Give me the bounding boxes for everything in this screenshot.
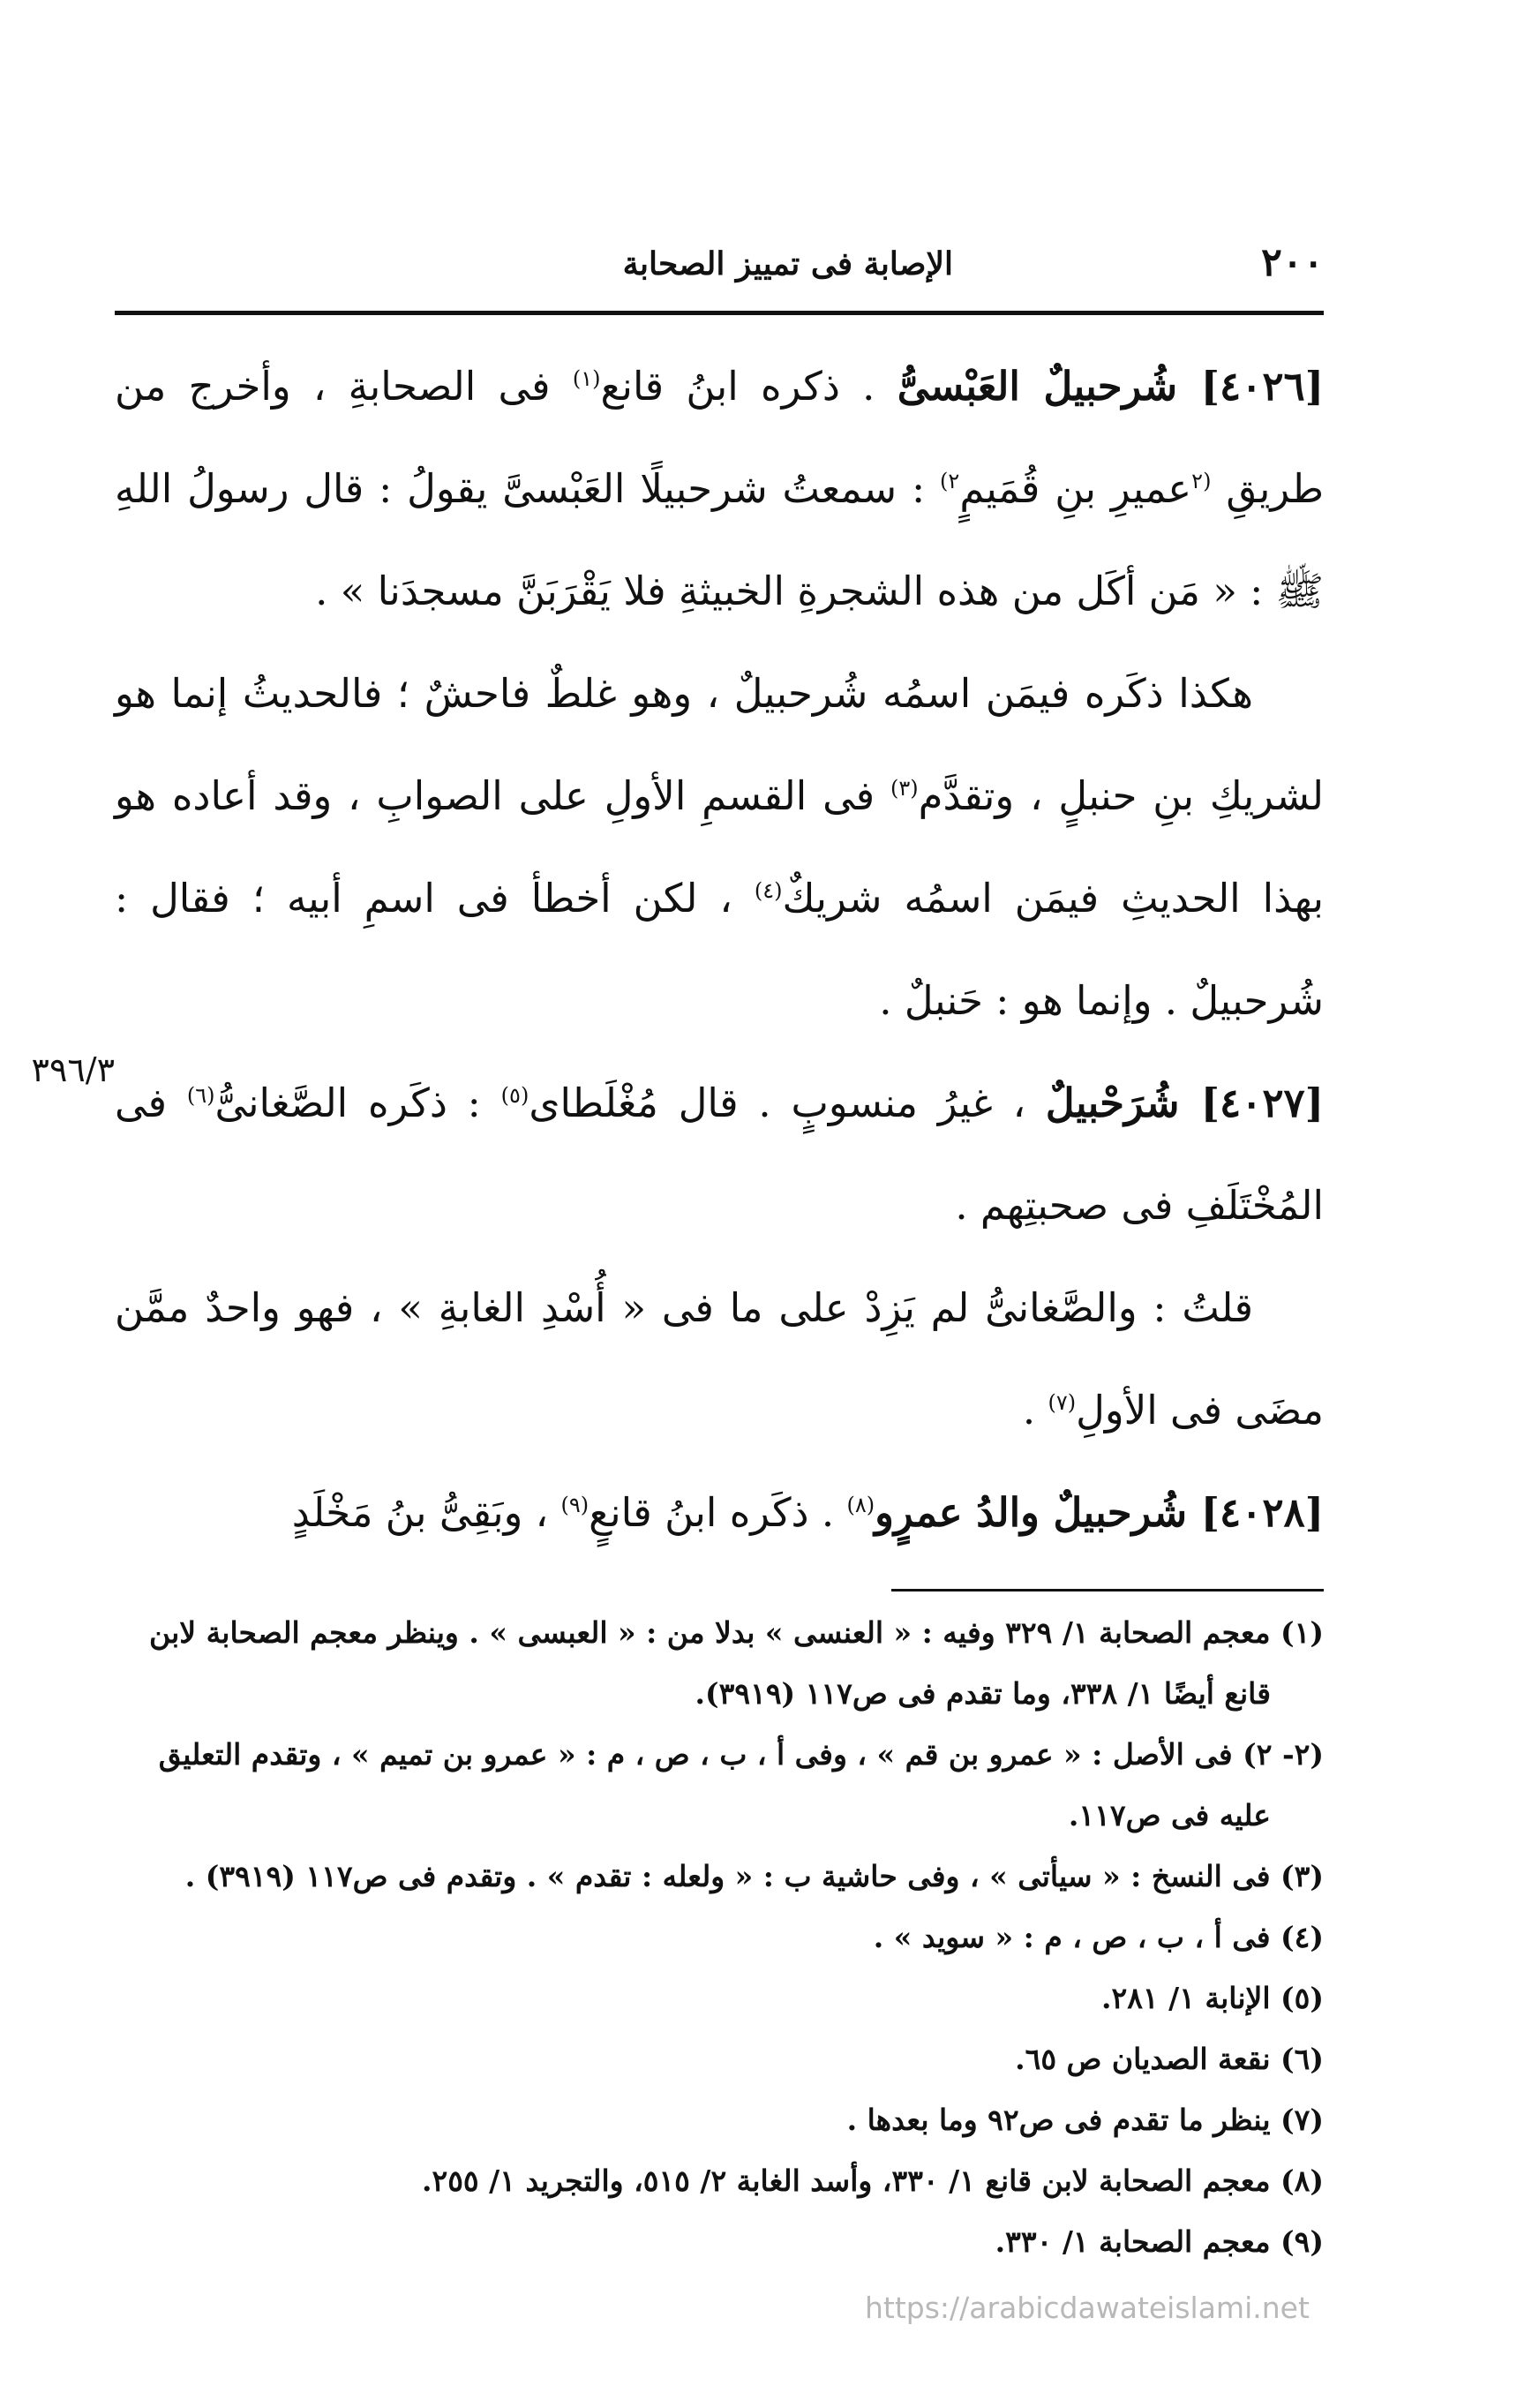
text-run: عميرِ بنِ قُمَيمٍ	[959, 465, 1192, 512]
footnote-ref: (١)	[572, 366, 601, 391]
footnote-continuation: عليه فى ص١١٧.	[1068, 1798, 1271, 1832]
text-run: قلتُ : والصَّغانىُّ لم يَزِدْ على ما فى « أُسْدِ الغابةِ » ، فهو واحدٌ ممَّن مضَى فى الأولِ	[115, 1284, 1324, 1434]
footnote-ref: (٨)	[846, 1493, 875, 1517]
entry-heading: [٤٠٢٨] شُرحبيلٌ والدُ عمرٍو	[875, 1489, 1324, 1536]
margin-note: ٣٩٦/٣	[31, 1050, 115, 1089]
footnote: (٨) معجم الصحابة لابن قانع ١/ ٣٣٠، وأسد الغابة ٢/ ٥١٥، والتجريد ١/ ٢٥٥.	[421, 2163, 1324, 2198]
text-run: فى المُخْتَلَفِ فى صحبتِهم .	[115, 1080, 1324, 1229]
entry-heading: [٤٠٢٧] شُرَحْبيلٌ	[1045, 1080, 1324, 1126]
paragraph	[115, 1257, 1324, 1462]
entry-4026	[115, 335, 1324, 643]
footnotes	[101, 1602, 1324, 2272]
footnote-ref: (٤)	[754, 878, 783, 903]
footnote-ref: (٥)	[500, 1083, 529, 1108]
footnote: (٥) الإنابة ١/ ٢٨١.	[1100, 1981, 1324, 2015]
text-run: فى الصحابةِ ، وأخرج من طريقِ	[115, 363, 1325, 512]
text-run: . ذكَره ابنُ قانعٍ	[589, 1489, 847, 1536]
footnote-ref: (٩)	[560, 1493, 590, 1517]
text-run: ، وبَقِىُّ بنُ مَخْلَدٍ	[291, 1489, 561, 1536]
footnote: (٩) معجم الصحابة ١/ ٣٣٠.	[995, 2224, 1324, 2259]
header-rule	[115, 311, 1324, 315]
entry-4028	[115, 1462, 1324, 1564]
text-run: . ذكره ابنُ قانع	[600, 363, 897, 410]
footnote-ref: (٦)	[186, 1083, 215, 1108]
text-run: هكذا ذكَره فيمَن اسمُه شُرحبيلٌ ، وهو غلطٌ فاحشٌ ؛ فالحديثُ إنما هو لشريكِ بنِ حنبلٍ ، وتقدَّم	[115, 670, 1324, 819]
running-title: الإصابة فى تمييز الصحابة	[622, 245, 953, 282]
entry-4027	[115, 1052, 1324, 1257]
page-number: ٢٠٠	[1261, 240, 1324, 285]
text-run: : ذكَره الصَّغانىُّ	[214, 1080, 501, 1126]
text-run: فى القسمِ الأولِ على الصوابِ ، وقد أعاده هو بهذا الحديثِ فيمَن اسمُه شريكٌ	[115, 772, 1325, 922]
footnote-ref: (٧)	[1048, 1390, 1077, 1415]
footnote: (٧) ينظر ما تقدم فى ص٩٢ وما بعدها .	[846, 2103, 1324, 2137]
page-header	[115, 240, 1324, 302]
footnote: (٦) نقعة الصديان ص ٦٥.	[1015, 2042, 1324, 2076]
footnote: (٢- ٢) فى الأصل : « عمرو بن قم » ، وفى أ ، ب ، ص ، م : « عمرو بن تميم » ، وتقدم التعليق	[158, 1737, 1324, 1772]
main-text	[115, 335, 1324, 1564]
footnote: (٤) فى أ ، ب ، ص ، م : « سويد » .	[873, 1920, 1324, 1954]
footnotes-rule	[891, 1589, 1324, 1592]
footnote-ref: ٢)	[940, 469, 960, 493]
text-run: : سمعتُ شرحبيلًا العَبْسىَّ يقولُ : قال رسولُ اللهِ ﷺ : « مَن أكَل من هذه الشجرةِ الخبيثةِ فلا يَقْرَبَنَّ مسجدَنا » .	[115, 465, 1324, 614]
text-run: .	[1022, 1387, 1048, 1434]
paragraph	[115, 643, 1324, 1052]
footnote-ref: (٢	[1191, 469, 1212, 493]
footnote: (١) معجم الصحابة ١/ ٣٢٩ وفيه : « العنسى » بدلا من : « العبسى » . وينظر معجم الصحابة لابن	[148, 1615, 1324, 1650]
footnote-ref: (٣)	[890, 776, 919, 801]
text-run: ، لكن أخطأ فى اسمِ أبيه ؛ فقال : شُرحبيلٌ . وإنما هو : حَنبلٌ .	[115, 875, 1324, 1024]
footnote-continuation: قانع أيضًا ١/ ٣٣٨، وما تقدم فى ص١١٧ (٣٩١٩).	[695, 1676, 1271, 1711]
footnote: (٣) فى النسخ : « سيأتى » ، وفى حاشية ب : « ولعله : تقدم » . وتقدم فى ص١١٧ (٣٩١٩) .	[184, 1859, 1324, 1893]
entry-heading: [٤٠٢٦] شُرحبيلٌ العَبْسىُّ	[897, 363, 1324, 410]
text-run: ، غيرُ منسوبٍ . قال مُغْلَطاى	[529, 1080, 1046, 1126]
watermark-url[interactable]: https://arabicdawateislami.net	[865, 2291, 1310, 2325]
